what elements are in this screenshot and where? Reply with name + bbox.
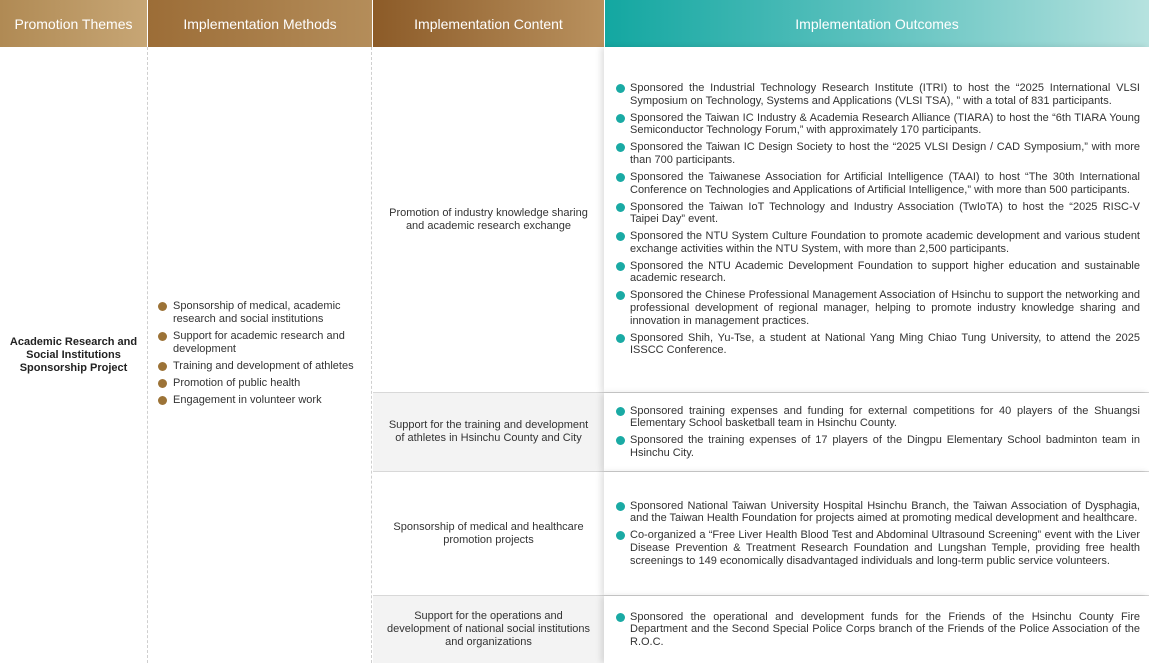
bullet-icon bbox=[158, 396, 167, 405]
outcome-text: Sponsored the Taiwan IC Design Society to host the “2025 VLSI Design / CAD Symposium,” with more than 700 participants. bbox=[630, 141, 1140, 167]
bullet-icon bbox=[616, 232, 625, 241]
bullet-icon bbox=[158, 362, 167, 371]
outcome-text: Sponsored the operational and development funds for the Friends of the Hsinchu County Fire Department and the Second Special Police Corps branch of the Friends of the Police Association of the R.O.C. bbox=[630, 610, 1140, 648]
outcome-cell bbox=[604, 47, 1149, 392]
method-item bbox=[158, 330, 365, 356]
outcome-list bbox=[616, 82, 1140, 356]
outcome-list bbox=[616, 611, 1140, 649]
outcome-cell bbox=[604, 393, 1149, 471]
method-item bbox=[158, 360, 365, 373]
header-promotion-themes bbox=[0, 0, 147, 47]
content-text: Promotion of industry knowledge sharing and academic research exchange bbox=[389, 206, 588, 232]
outcome-text: Sponsored training expenses and funding for external competitions for 40 players of the Shuangsi Elementary School basketball team in Hsinchu County. bbox=[630, 404, 1140, 430]
outcome-text: Sponsored National Taiwan University Hospital Hsinchu Branch, the Taiwan Association of Dysphagia, and the Taiwan Health Foundation for projects aimed at promoting medical development and healthcare. bbox=[630, 499, 1140, 525]
bullet-icon bbox=[616, 291, 625, 300]
header-label: Implementation Content bbox=[414, 15, 563, 32]
bullet-icon bbox=[158, 379, 167, 388]
outcome-text: Sponsored the Taiwanese Association for Artificial Intelligence (TAAI) to host “The 30th International Conference on Technologies and Applications of Artificial Intelligence,” with more than 500 participants. bbox=[630, 171, 1140, 196]
outcome-cell bbox=[604, 596, 1149, 663]
outcome-item bbox=[616, 405, 1140, 430]
outcome-item bbox=[616, 500, 1140, 525]
method-text: Sponsorship of medical, academic research and social institutions bbox=[173, 299, 341, 325]
outcome-text: Sponsored the Chinese Professional Management Association of Hsinchu to support the networking and professional development of regional manager, helping to promote industry knowledge sharing and innovation in management practices. bbox=[630, 289, 1140, 327]
outcome-item bbox=[616, 289, 1140, 327]
table-row bbox=[373, 472, 1149, 596]
bullet-icon bbox=[616, 203, 625, 212]
outcome-text: Sponsored the Industrial Technology Research Institute (ITRI) to host the “2025 International VLSI Symposium on Technology, Systems and Applications (VLSI TSA), ” with a total of 831 participants. bbox=[630, 82, 1140, 107]
bullet-icon bbox=[616, 173, 625, 182]
table-row bbox=[373, 596, 1149, 663]
outcome-item bbox=[616, 434, 1140, 459]
method-text: Training and development of athletes bbox=[173, 359, 354, 372]
outcome-cell bbox=[604, 472, 1149, 595]
bullet-icon bbox=[616, 334, 625, 343]
content-cell bbox=[373, 596, 604, 663]
outcome-list bbox=[616, 405, 1140, 460]
header-implementation-methods bbox=[147, 0, 372, 47]
bullet-icon bbox=[616, 436, 625, 445]
outcome-item bbox=[616, 171, 1140, 196]
header-implementation-content bbox=[372, 0, 604, 47]
bullet-icon bbox=[616, 84, 625, 93]
methods-cell bbox=[147, 47, 372, 663]
outcome-text: Sponsored the Taiwan IC Industry & Academia Research Alliance (TIARA) to host the “6th TIARA Young Semiconductor Technology Forum,” with approximately 170 participants. bbox=[630, 111, 1140, 137]
bullet-icon bbox=[616, 613, 625, 622]
outcome-text: Sponsored the NTU Academic Development Foundation to support higher education and sustainable academic research. bbox=[630, 259, 1140, 285]
outcome-item bbox=[616, 112, 1140, 137]
theme-cell bbox=[0, 47, 147, 663]
outcome-item bbox=[616, 611, 1140, 649]
outcome-text: Sponsored the Taiwan IoT Technology and Industry Association (TwIoTA) to host the “2025 RISC-V Taipei Day” event. bbox=[630, 200, 1140, 226]
method-text: Engagement in volunteer work bbox=[173, 393, 322, 406]
outcome-text: Co-organized a “Free Liver Health Blood Test and Abdominal Ultrasound Screening” event with the Liver Disease Prevention & Treatment Research Foundation and Lungshan Temple, providing free health screenings to 149 economically disadvantaged individuals and long-term public service volunteers. bbox=[630, 529, 1140, 567]
bullet-icon bbox=[616, 502, 625, 511]
outcome-list bbox=[616, 500, 1140, 567]
header-label: Implementation Methods bbox=[183, 15, 337, 32]
content-cell bbox=[373, 47, 604, 392]
bullet-icon bbox=[616, 531, 625, 540]
outcome-text: Sponsored the training expenses of 17 players of the Dingpu Elementary School badminton team in Hsinchu City. bbox=[630, 434, 1140, 459]
header-label: Promotion Themes bbox=[14, 15, 133, 32]
bullet-icon bbox=[158, 332, 167, 341]
method-text: Promotion of public health bbox=[173, 376, 301, 389]
bullet-icon bbox=[616, 143, 625, 152]
bullet-icon bbox=[616, 407, 625, 416]
methods-list bbox=[148, 300, 371, 411]
outcome-item bbox=[616, 230, 1140, 255]
outcome-text: Sponsored Shih, Yu-Tse, a student at National Yang Ming Chiao Tung University, to attend the 2025 ISSCC Conference. bbox=[630, 331, 1140, 357]
header-label: Implementation Outcomes bbox=[795, 15, 959, 32]
bullet-icon bbox=[616, 114, 625, 123]
content-text: Support for the operations and development of national social institutions and organizations bbox=[386, 610, 590, 648]
content-text: Support for the training and development of athletes in Hsinchu County and City bbox=[388, 419, 589, 444]
theme-title: Academic Research and Social Institutions Sponsorship Project bbox=[9, 335, 138, 374]
method-text: Support for academic research and development bbox=[173, 329, 345, 355]
outcome-item bbox=[616, 82, 1140, 107]
table-row bbox=[373, 393, 1149, 472]
bullet-icon bbox=[616, 262, 625, 271]
outcome-item bbox=[616, 529, 1140, 567]
outcome-text: Sponsored the NTU System Culture Foundation to promote academic development and various student exchange activities within the NTU System, with more than 2,500 participants. bbox=[630, 230, 1140, 255]
method-item bbox=[158, 377, 365, 390]
bullet-icon bbox=[158, 302, 167, 311]
table-row bbox=[373, 47, 1149, 393]
header-implementation-outcomes bbox=[604, 0, 1149, 47]
content-cell bbox=[373, 472, 604, 595]
method-item bbox=[158, 300, 365, 326]
outcome-item bbox=[616, 332, 1140, 357]
outcome-item bbox=[616, 141, 1140, 166]
method-item bbox=[158, 394, 365, 407]
content-text: Sponsorship of medical and healthcare promotion projects bbox=[393, 520, 584, 546]
outcome-item bbox=[616, 201, 1140, 226]
outcome-item bbox=[616, 260, 1140, 285]
content-cell bbox=[373, 393, 604, 471]
